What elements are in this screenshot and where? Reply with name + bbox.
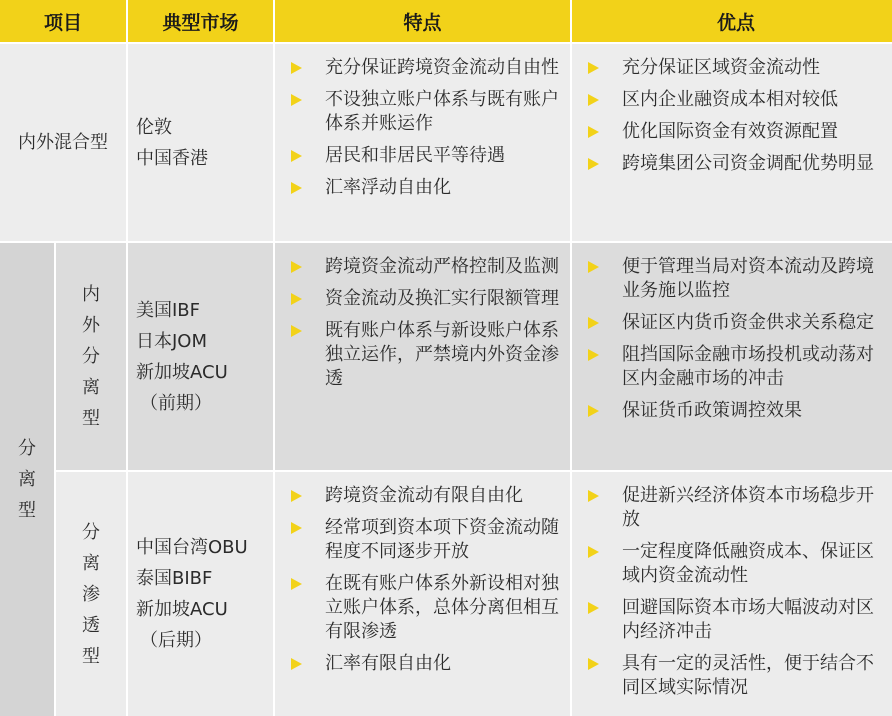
triangle-bullet-icon bbox=[291, 261, 302, 273]
advantage-item: 保证区内货币资金供求关系稳定 bbox=[582, 311, 890, 335]
feature-item: 经常项到资本项下资金流动随程度不同逐步开放 bbox=[285, 516, 560, 564]
market-name: 中国香港 bbox=[136, 147, 208, 169]
market-name: 新加坡ACU bbox=[136, 599, 228, 620]
market-period: （后期） bbox=[140, 630, 212, 651]
triangle-bullet-icon bbox=[588, 158, 599, 170]
advantage-item: 优化国际资金有效资源配置 bbox=[582, 120, 890, 144]
market-period: （前期） bbox=[140, 392, 212, 414]
advantage-item: 促进新兴经济体资本市场稳步开放 bbox=[582, 484, 890, 532]
markets-mixed bbox=[128, 44, 273, 241]
feature-item: 既有账户体系与新设账户体系独立运作，严禁境内外资金渗透 bbox=[285, 319, 560, 391]
market-name: 美国IBF bbox=[136, 299, 201, 321]
features-penetration bbox=[275, 472, 570, 716]
advantage-item: 具有一定的灵活性，便于结合不同区域实际情况 bbox=[582, 652, 890, 700]
triangle-bullet-icon bbox=[588, 94, 599, 106]
market-name: 伦敦 bbox=[136, 116, 172, 138]
triangle-bullet-icon bbox=[588, 658, 599, 670]
header-features: 特点 bbox=[275, 0, 570, 42]
triangle-bullet-icon bbox=[291, 522, 302, 534]
advantage-item: 一定程度降低融资成本、保证区域内资金流动性 bbox=[582, 540, 890, 588]
triangle-bullet-icon bbox=[588, 602, 599, 614]
feature-item: 在既有账户体系外新设相对独立账户体系，总体分离但相互有限渗透 bbox=[285, 572, 560, 644]
type-mixed: 内外混合型 bbox=[0, 44, 126, 241]
type-separated-penetration: 分 离 渗 透 型 bbox=[56, 472, 126, 716]
triangle-bullet-icon bbox=[291, 94, 302, 106]
triangle-bullet-icon bbox=[588, 546, 599, 558]
feature-item: 资金流动及换汇实行限额管理 bbox=[285, 287, 560, 311]
market-name: 中国台湾OBU bbox=[136, 537, 248, 558]
type-separated-group: 分 离 型 bbox=[0, 243, 54, 716]
triangle-bullet-icon bbox=[588, 126, 599, 138]
advantages-mixed bbox=[572, 44, 892, 241]
market-name: 日本JOM bbox=[136, 330, 208, 352]
header-advantages: 优点 bbox=[572, 0, 892, 42]
advantage-item: 回避国际资本市场大幅波动对区内经济冲击 bbox=[582, 596, 890, 644]
feature-item: 充分保证跨境资金流动自由性 bbox=[285, 56, 560, 80]
triangle-bullet-icon bbox=[291, 293, 302, 305]
type-offshore-separated: 内 外 分 离 型 bbox=[56, 243, 126, 470]
features-mixed bbox=[275, 44, 570, 241]
triangle-bullet-icon bbox=[291, 62, 302, 74]
feature-item: 不设独立账户体系与既有账户体系并账运作 bbox=[285, 88, 560, 136]
advantage-item: 阻挡国际金融市场投机或动荡对区内金融市场的冲击 bbox=[582, 343, 890, 391]
triangle-bullet-icon bbox=[291, 578, 302, 590]
triangle-bullet-icon bbox=[588, 349, 599, 361]
market-name: 泰国BIBF bbox=[136, 568, 213, 589]
market-name: 新加坡ACU bbox=[136, 361, 228, 383]
advantage-item: 跨境集团公司资金调配优势明显 bbox=[582, 152, 890, 176]
advantage-item: 区内企业融资成本相对较低 bbox=[582, 88, 890, 112]
markets-offshore bbox=[128, 243, 273, 470]
advantages-offshore bbox=[572, 243, 892, 470]
triangle-bullet-icon bbox=[588, 62, 599, 74]
markets-penetration bbox=[128, 472, 273, 716]
triangle-bullet-icon bbox=[291, 325, 302, 337]
triangle-bullet-icon bbox=[588, 490, 599, 502]
feature-item: 汇率浮动自由化 bbox=[285, 176, 560, 200]
triangle-bullet-icon bbox=[588, 261, 599, 273]
triangle-bullet-icon bbox=[291, 658, 302, 670]
triangle-bullet-icon bbox=[588, 405, 599, 417]
feature-item: 居民和非居民平等待遇 bbox=[285, 144, 560, 168]
header-item: 项目 bbox=[0, 0, 126, 42]
triangle-bullet-icon bbox=[588, 317, 599, 329]
advantages-penetration bbox=[572, 472, 892, 716]
header-market: 典型市场 bbox=[128, 0, 273, 42]
triangle-bullet-icon bbox=[291, 490, 302, 502]
feature-item: 汇率有限自由化 bbox=[285, 652, 560, 676]
feature-item: 跨境资金流动有限自由化 bbox=[285, 484, 560, 508]
advantage-item: 保证货币政策调控效果 bbox=[582, 399, 890, 423]
advantage-item: 充分保证区域资金流动性 bbox=[582, 56, 890, 80]
features-offshore bbox=[275, 243, 570, 470]
triangle-bullet-icon bbox=[291, 182, 302, 194]
triangle-bullet-icon bbox=[291, 150, 302, 162]
advantage-item: 便于管理当局对资本流动及跨境业务施以监控 bbox=[582, 255, 890, 303]
feature-item: 跨境资金流动严格控制及监测 bbox=[285, 255, 560, 279]
